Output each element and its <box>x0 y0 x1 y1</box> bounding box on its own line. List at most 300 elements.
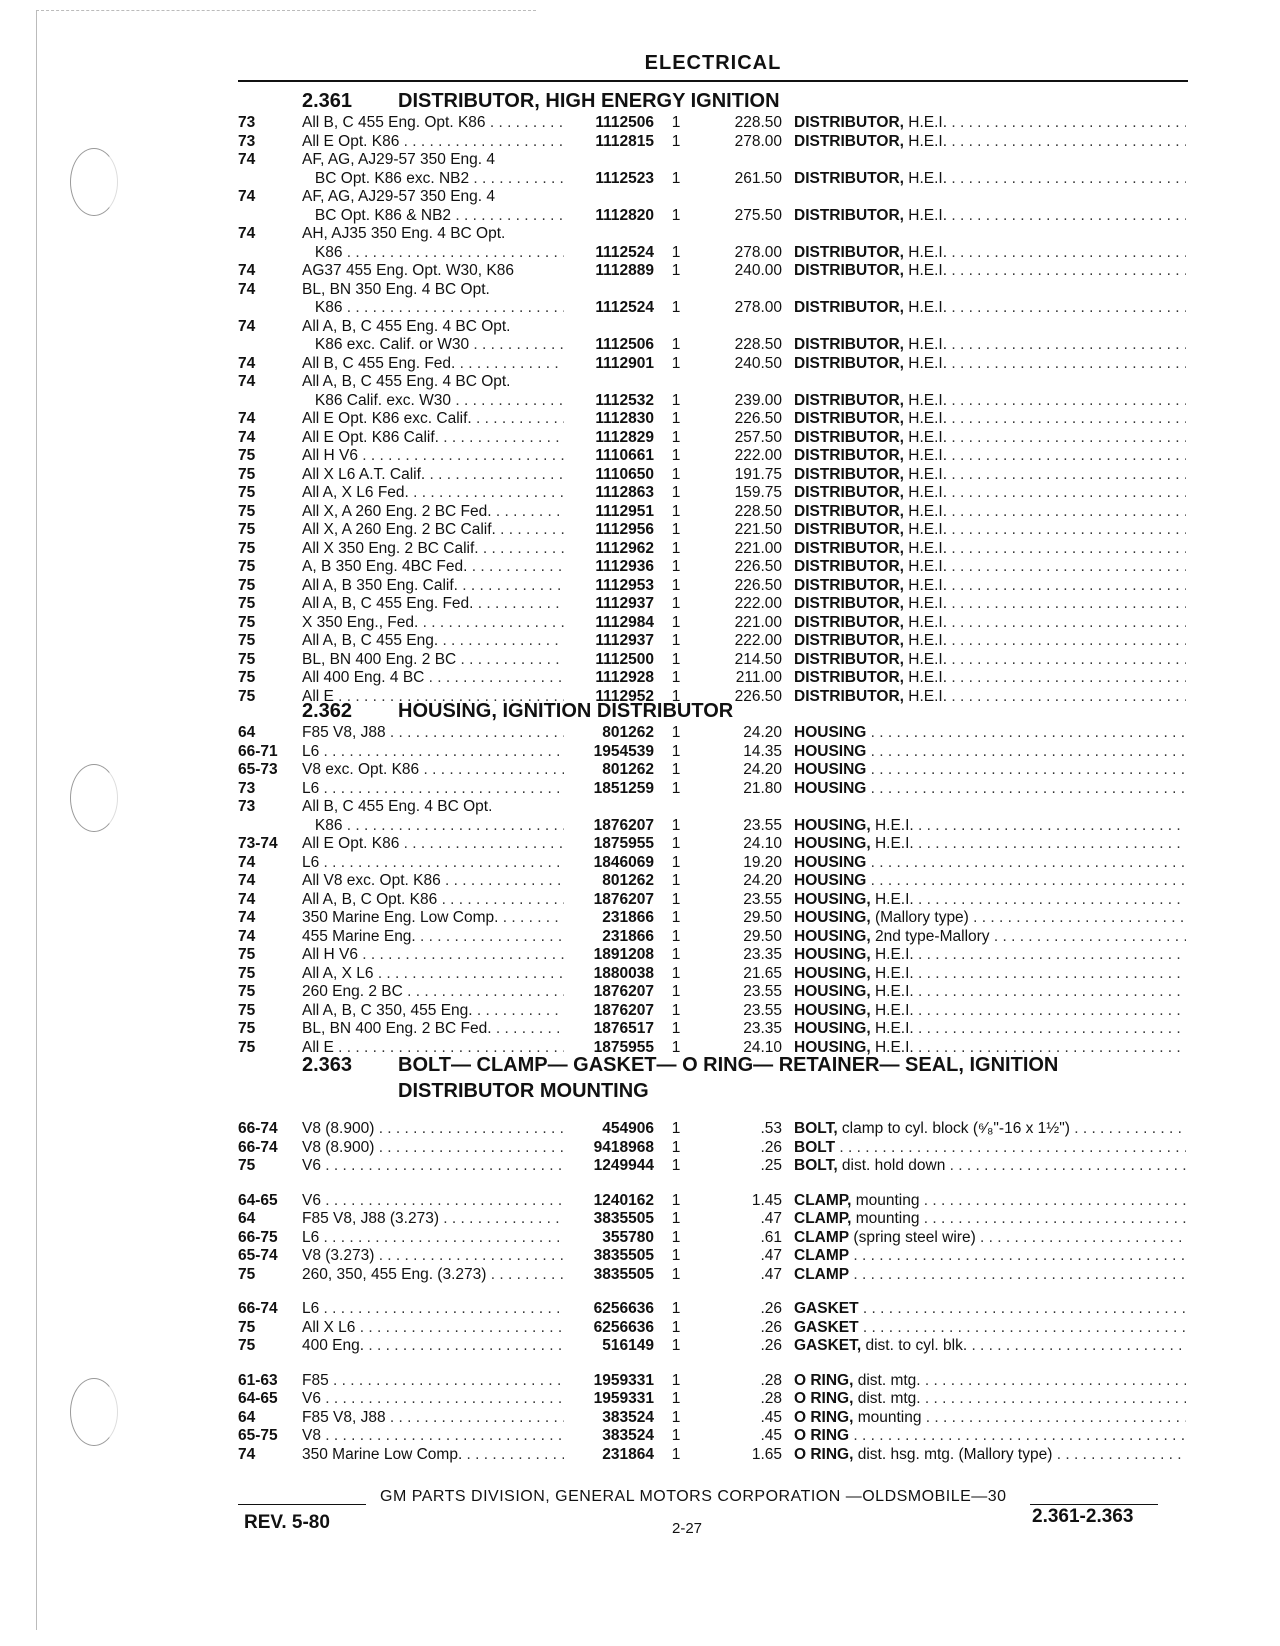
price: .61 <box>760 1228 782 1246</box>
description-detail: mounting <box>851 1210 920 1227</box>
part-number: 9418968 <box>593 1138 654 1156</box>
description-name: DISTRIBUTOR, <box>794 132 904 150</box>
footer-revision: REV. 5-80 <box>244 1512 330 1533</box>
parts-row <box>238 392 1188 411</box>
description-name: HOUSING, <box>794 964 871 982</box>
price: 21.80 <box>743 779 782 797</box>
application: All X 350 Eng. 2 BC Calif. . . . <box>302 540 564 559</box>
part-number: 3835505 <box>593 1265 654 1283</box>
quantity: 1 <box>671 909 681 926</box>
quantity: 1 <box>671 1265 681 1283</box>
description <box>794 946 1186 965</box>
quantity: 1 <box>671 669 681 686</box>
application: BL, BN 400 Eng. 2 BC . . . <box>302 651 564 670</box>
price: .47 <box>760 1265 782 1283</box>
description <box>794 595 1186 614</box>
quantity: 1 <box>671 872 681 889</box>
parts-row <box>238 1002 1188 1021</box>
description <box>794 1020 1186 1039</box>
parts-row <box>238 151 1188 170</box>
application: All 400 Eng. 4 BC . . . <box>302 669 564 688</box>
model-year: 75 <box>238 1157 256 1174</box>
quantity: 1 <box>671 484 681 501</box>
parts-row <box>238 632 1188 651</box>
application: All B, C 455 Eng. Opt. K86 . . . <box>302 114 564 133</box>
description-name: DISTRIBUTOR, <box>794 613 904 631</box>
parts-row <box>238 1266 1188 1285</box>
price: 261.50 <box>734 169 782 187</box>
description <box>794 299 1186 318</box>
quantity: 1 <box>671 336 681 353</box>
description-detail: H.E.I. <box>903 521 948 538</box>
application: AF, AG, AJ29-57 350 Eng. 4 <box>302 188 496 205</box>
application: BC Opt. K86 & NB2 . . . <box>302 207 564 226</box>
group-title-continued: DISTRIBUTOR MOUNTING <box>398 1080 649 1102</box>
model-year: 75 <box>238 1337 256 1354</box>
quantity: 1 <box>671 946 681 963</box>
part-number: 1112863 <box>595 484 654 501</box>
part-number: 1876207 <box>593 816 654 834</box>
description-name: BOLT <box>794 1138 836 1156</box>
model-year: 66-74 <box>238 1138 278 1156</box>
description-name: DISTRIBUTOR, <box>794 206 904 224</box>
description-detail: H.E.I. <box>870 1001 914 1019</box>
parts-row <box>238 1139 1188 1158</box>
description <box>794 1266 1186 1285</box>
application: V8 (3.273) . . . <box>302 1247 564 1266</box>
parts-row <box>238 577 1188 596</box>
parts-row <box>238 114 1188 133</box>
application: BL, BN 350 Eng. 4 BC Opt. <box>302 280 490 298</box>
description <box>794 503 1186 522</box>
description <box>794 244 1186 263</box>
description-detail: dist. to cyl. blk. <box>861 1337 968 1354</box>
description-detail: H.E.I. <box>903 336 948 353</box>
price: .28 <box>760 1390 782 1407</box>
description-detail: dist. hsg. mtg. (Mallory type) <box>853 1445 1053 1463</box>
model-year: 75 <box>238 1020 256 1037</box>
part-number: 231864 <box>602 1445 654 1463</box>
price: 275.50 <box>734 206 782 224</box>
description <box>794 355 1186 374</box>
part-number: 454906 <box>602 1120 654 1137</box>
part-number: 3835505 <box>593 1247 654 1264</box>
quantity: 1 <box>671 465 681 483</box>
description-name: CLAMP <box>794 1265 850 1283</box>
model-year: 75 <box>238 946 256 963</box>
price: 211.00 <box>735 669 782 686</box>
application: All A, X L6 . . . <box>302 965 564 984</box>
parts-row <box>238 1247 1188 1266</box>
footer-section-range: 2.361-2.363 <box>1032 1506 1134 1527</box>
application: All B, C 455 Eng. 4 BC Opt. <box>302 798 493 815</box>
parts-row <box>238 1390 1188 1409</box>
application: All E . . . <box>302 1039 564 1058</box>
price: 240.00 <box>734 262 782 279</box>
part-number: 1112829 <box>595 428 654 446</box>
parts-row <box>238 1409 1188 1428</box>
quantity: 1 <box>671 650 681 668</box>
application: L6 . . . <box>302 743 564 762</box>
footer-organization: GM PARTS DIVISION, GENERAL MOTORS CORPORATION —OLDSMOBILE—30 <box>380 1488 1007 1505</box>
application: K86 . . . <box>302 299 564 318</box>
part-number: 1112928 <box>595 669 654 686</box>
description-detail: dist. mtg. <box>853 1371 921 1389</box>
part-number: 1110650 <box>595 465 654 483</box>
quantity: 1 <box>671 632 681 649</box>
description-name: HOUSING, <box>794 816 871 834</box>
description <box>794 835 1186 854</box>
parts-row <box>238 299 1188 318</box>
parts-row <box>238 133 1188 152</box>
description-name: HOUSING <box>794 853 867 871</box>
quantity: 1 <box>671 206 681 224</box>
parts-row <box>238 429 1188 448</box>
price: .45 <box>760 1427 782 1444</box>
quantity: 1 <box>671 1318 681 1336</box>
group-number: 2.361 <box>302 90 353 112</box>
quantity: 1 <box>671 262 681 279</box>
application: V8 (8.900) . . . <box>302 1139 564 1158</box>
parts-row <box>238 798 1188 817</box>
price: 1.65 <box>751 1445 782 1463</box>
description-detail: H.E.I. <box>903 687 948 705</box>
price: .25 <box>760 1157 782 1174</box>
application: All E Opt. K86 . . . <box>302 835 564 854</box>
description <box>794 558 1186 577</box>
price: 221.00 <box>734 539 782 557</box>
parts-row <box>238 466 1188 485</box>
description-name: O RING, <box>794 1445 854 1463</box>
application: 260, 350, 455 Eng. (3.273) . . . <box>302 1266 564 1285</box>
part-number: 1112500 <box>595 650 654 668</box>
parts-row <box>238 854 1188 873</box>
application: All E Opt. K86 . . . <box>302 133 564 152</box>
quantity: 1 <box>671 595 681 612</box>
description-detail: H.E.I. <box>903 391 948 409</box>
application: All A, B, C Opt. K86 . . . <box>302 891 564 910</box>
quantity: 1 <box>671 576 681 594</box>
description <box>794 761 1186 780</box>
quantity: 1 <box>671 391 681 409</box>
description-name: HOUSING, <box>794 983 871 1000</box>
price: 24.20 <box>743 761 782 778</box>
quantity: 1 <box>671 354 681 372</box>
price: 24.10 <box>743 835 782 852</box>
description-name: GASKET <box>794 1300 859 1317</box>
parts-row <box>238 503 1188 522</box>
model-year: 74 <box>238 188 256 205</box>
quantity: 1 <box>671 983 681 1000</box>
price: 240.50 <box>734 354 782 372</box>
price: 19.20 <box>743 853 782 871</box>
application: K86 Calif. exc. W30 . . . <box>302 392 564 411</box>
parts-row <box>238 1229 1188 1248</box>
description-name: DISTRIBUTOR, <box>794 391 904 409</box>
price: 278.00 <box>734 132 782 150</box>
quantity: 1 <box>671 853 681 871</box>
group-header <box>238 698 1188 724</box>
application: L6 . . . <box>302 854 564 873</box>
description-name: DISTRIBUTOR, <box>794 484 904 501</box>
description-detail: H.E.I. <box>870 983 914 1000</box>
description <box>794 817 1186 836</box>
description-name: DISTRIBUTOR, <box>794 465 904 483</box>
part-number: 1891208 <box>593 946 654 963</box>
description-name: DISTRIBUTOR, <box>794 447 904 464</box>
price: 222.00 <box>734 447 782 464</box>
quantity: 1 <box>671 687 681 705</box>
model-year: 75 <box>238 558 256 575</box>
group-mounting <box>238 1052 1188 1464</box>
description-detail: H.E.I. <box>903 502 948 520</box>
description-name: HOUSING, <box>794 909 871 926</box>
part-number: 1112889 <box>595 262 654 279</box>
application: AG37 455 Eng. Opt. W30, K86 <box>302 262 514 279</box>
price: .47 <box>760 1210 782 1227</box>
binder-hole-icon <box>70 764 118 832</box>
quantity: 1 <box>671 1300 681 1317</box>
model-year: 75 <box>238 595 256 612</box>
description-name: HOUSING <box>794 761 867 778</box>
row-spacer <box>238 1176 1188 1192</box>
description <box>794 780 1186 799</box>
description <box>794 614 1186 633</box>
description-name: DISTRIBUTOR, <box>794 410 904 427</box>
parts-row <box>238 484 1188 503</box>
model-year: 75 <box>238 1001 256 1019</box>
parts-row <box>238 595 1188 614</box>
description <box>794 651 1186 670</box>
price: 29.50 <box>743 909 782 926</box>
application: BL, BN 400 Eng. 2 BC Fed. . . . <box>302 1020 564 1039</box>
part-number: 1876207 <box>593 890 654 908</box>
model-year: 75 <box>238 669 256 686</box>
application: All A, B 350 Eng. Calif. . . . <box>302 577 564 596</box>
description <box>794 928 1186 947</box>
description-name: DISTRIBUTOR, <box>794 558 904 575</box>
price: 257.50 <box>734 428 782 446</box>
price: 159.75 <box>734 484 782 501</box>
parts-row <box>238 558 1188 577</box>
model-year: 74 <box>238 410 256 427</box>
part-number: 1851259 <box>593 779 654 797</box>
application: L6 . . . <box>302 780 564 799</box>
description-detail: H.E.I. <box>903 669 948 686</box>
quantity: 1 <box>671 410 681 427</box>
quantity: 1 <box>671 1020 681 1037</box>
description <box>794 909 1186 928</box>
quantity: 1 <box>671 1120 681 1137</box>
parts-row <box>238 669 1188 688</box>
footer-rule-left <box>238 1504 366 1505</box>
parts-row <box>238 743 1188 762</box>
quantity: 1 <box>671 1157 681 1174</box>
description-detail: H.E.I. <box>903 243 948 261</box>
quantity: 1 <box>671 1001 681 1019</box>
quantity: 1 <box>671 114 681 131</box>
quantity: 1 <box>671 1138 681 1156</box>
application: All A, B, C 455 Eng. Fed. . . . <box>302 595 564 614</box>
description <box>794 262 1186 281</box>
part-number: 1112523 <box>595 169 654 187</box>
part-number: 1112937 <box>595 632 654 649</box>
model-year: 64-65 <box>238 1390 278 1407</box>
part-number: 6256636 <box>593 1318 654 1336</box>
parts-row <box>238 447 1188 466</box>
quantity: 1 <box>671 1371 681 1389</box>
group-number: 2.363 <box>302 1054 353 1076</box>
group-title-line2 <box>238 1078 1188 1104</box>
description-name: HOUSING, <box>794 927 871 945</box>
price: 226.50 <box>734 558 782 575</box>
parts-row <box>238 835 1188 854</box>
description-name: DISTRIBUTOR, <box>794 299 904 316</box>
parts-row <box>238 188 1188 207</box>
price: .47 <box>760 1247 782 1264</box>
parts-row <box>238 1446 1188 1465</box>
parts-row <box>238 909 1188 928</box>
description-detail: H.E.I. <box>903 613 948 631</box>
part-number: 1880038 <box>593 964 654 982</box>
model-year: 65-74 <box>238 1247 278 1264</box>
model-year: 74 <box>238 280 256 298</box>
description <box>794 207 1186 226</box>
description <box>794 1427 1186 1446</box>
price: 222.00 <box>734 632 782 649</box>
application: 260 Eng. 2 BC . . . <box>302 983 564 1002</box>
parts-row <box>238 1372 1188 1391</box>
description <box>794 484 1186 503</box>
description-detail: H.E.I. <box>903 595 948 612</box>
description <box>794 1337 1186 1356</box>
section-divider <box>238 80 1188 82</box>
parts-row <box>238 1120 1188 1139</box>
parts-row <box>238 281 1188 300</box>
quantity: 1 <box>671 1210 681 1227</box>
description-detail: H.E.I. <box>903 558 948 575</box>
application: 455 Marine Eng. . . . <box>302 928 564 947</box>
part-number: 1112951 <box>595 502 654 520</box>
price: 278.00 <box>734 299 782 316</box>
application: V8 . . . <box>302 1427 564 1446</box>
part-number: 1876207 <box>593 1001 654 1019</box>
price: 23.55 <box>743 816 782 834</box>
part-number: 1876517 <box>593 1020 654 1037</box>
application: L6 . . . <box>302 1229 564 1248</box>
parts-row <box>238 207 1188 226</box>
part-number: 1112962 <box>595 539 654 557</box>
price: 24.10 <box>743 1038 782 1056</box>
price: 239.00 <box>734 391 782 409</box>
description <box>794 114 1186 133</box>
description <box>794 1192 1186 1211</box>
parts-row <box>238 780 1188 799</box>
description-name: DISTRIBUTOR, <box>794 336 904 353</box>
part-number: 1112506 <box>595 114 654 131</box>
price: 214.50 <box>734 650 782 668</box>
part-number: 383524 <box>602 1408 654 1426</box>
description-detail: H.E.I. <box>903 169 948 187</box>
quantity: 1 <box>671 613 681 631</box>
application: BC Opt. K86 exc. NB2 . . . <box>302 170 564 189</box>
description-detail: H.E.I. <box>903 428 948 446</box>
model-year: 64-65 <box>238 1191 278 1209</box>
model-year: 64 <box>238 1210 256 1227</box>
description <box>794 1300 1186 1319</box>
application: 400 Eng. . . . <box>302 1337 564 1356</box>
quantity: 1 <box>671 779 681 797</box>
model-year: 75 <box>238 983 256 1000</box>
description-name: DISTRIBUTOR, <box>794 521 904 538</box>
model-year: 66-75 <box>238 1228 278 1246</box>
description-detail: H.E.I. <box>870 946 914 963</box>
model-year: 75 <box>238 964 256 982</box>
description-detail: mounting <box>851 1191 920 1209</box>
price: 226.50 <box>734 576 782 594</box>
description-detail: H.E.I. <box>903 632 948 649</box>
model-year: 74 <box>238 872 256 889</box>
quantity: 1 <box>671 1408 681 1426</box>
model-year: 73 <box>238 798 256 815</box>
quantity: 1 <box>671 502 681 520</box>
model-year: 75 <box>238 539 256 557</box>
model-year: 73 <box>238 132 256 150</box>
price: 226.50 <box>734 410 782 427</box>
application: F85 V8, J88 (3.273) . . . <box>302 1210 564 1229</box>
description <box>794 965 1186 984</box>
quantity: 1 <box>671 169 681 187</box>
price: .28 <box>760 1371 782 1389</box>
part-number: 1112815 <box>595 132 654 150</box>
quantity: 1 <box>671 816 681 834</box>
application: A, B 350 Eng. 4BC Fed. . . . <box>302 558 564 577</box>
description-name: HOUSING, <box>794 1001 871 1019</box>
price: .26 <box>760 1318 782 1336</box>
price: 278.00 <box>734 243 782 261</box>
description-name: O RING, <box>794 1390 854 1407</box>
model-year: 74 <box>238 317 256 335</box>
model-year: 75 <box>238 1318 256 1336</box>
parts-row <box>238 983 1188 1002</box>
description-detail: H.E.I. <box>903 539 948 557</box>
price: 23.35 <box>743 1020 782 1037</box>
description <box>794 429 1186 448</box>
parts-row <box>238 1427 1188 1446</box>
part-number: 1112937 <box>595 595 654 612</box>
application: AF, AG, AJ29-57 350 Eng. 4 <box>302 151 496 168</box>
parts-row <box>238 170 1188 189</box>
description <box>794 170 1186 189</box>
description-detail: clamp to cyl. block (⁶⁄₈"-16 x 1½") <box>837 1120 1070 1137</box>
parts-row <box>238 614 1188 633</box>
parts-row <box>238 724 1188 743</box>
application: All E . . . <box>302 688 564 707</box>
parts-row <box>238 1210 1188 1229</box>
description-name: O RING <box>794 1427 850 1444</box>
quantity: 1 <box>671 742 681 760</box>
parts-row <box>238 1192 1188 1211</box>
model-year: 74 <box>238 373 256 390</box>
application: All A, B, C 455 Eng. . . . <box>302 632 564 651</box>
quantity: 1 <box>671 132 681 150</box>
description-detail: H.E.I. <box>903 465 948 483</box>
description-detail: (Mallory type) <box>870 909 969 926</box>
description-name: DISTRIBUTOR, <box>794 539 904 557</box>
model-year: 74 <box>238 890 256 908</box>
part-number: 801262 <box>602 872 654 889</box>
description <box>794 1247 1186 1266</box>
